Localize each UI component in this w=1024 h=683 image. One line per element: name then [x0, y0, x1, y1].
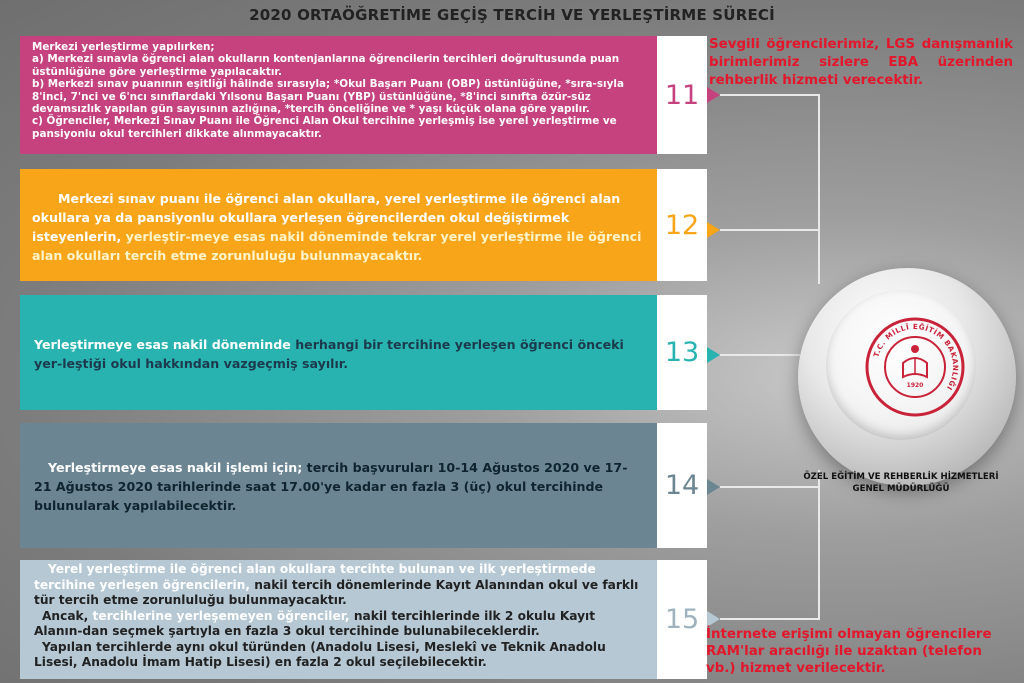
step-14-arrow-icon — [707, 479, 720, 495]
step-15-number: 15 — [657, 560, 707, 679]
step-12-card — [20, 169, 657, 281]
step-15-paragraph — [34, 609, 645, 640]
step-11-line: b) Merkezi sınav puanının eşitliği hâlinde sırasıyla; *Okul Başarı Puanı (OBP) üstünlüğüne, *sıra-sıyla 8'inci, 7'nci ve 6'ncı sınıflardaki Yılsonu Başarı Puanı (YBP) üstünlüğüne, *8'inci sınıfta özür-süz devamsızlık yapılan gün sayısının azlığına, *tercih önceliğine ve * yaşı küçük olana göre yapılır. — [32, 78, 624, 116]
step-13-arrow-icon — [707, 347, 720, 363]
seal-year: 1920 — [906, 382, 924, 389]
step-14-number: 14 — [657, 423, 707, 548]
page-title: 2020 ORTAÖĞRETİME GEÇİŞ TERCİH VE YERLEŞTİRME SÜRECİ — [249, 6, 775, 24]
connector-line — [720, 618, 820, 620]
step-15-highlight: tercihlerine yerleşemeyen öğrenciler, — [92, 608, 350, 623]
step-12-text: Merkezi sınav puanı ile öğrenci alan okullara, yerel yerleştirme ile öğrenci alan okullara ya da pansiyonlu okullara yerleşen öğrencilerden okul değiştirmek isteyenlerin, — [32, 191, 621, 244]
step-11-card — [20, 36, 657, 154]
step-13-number: 13 — [657, 295, 707, 410]
step-12-number: 12 — [657, 169, 707, 281]
connector-line — [720, 229, 820, 231]
step-11-number: 11 — [657, 36, 707, 154]
ministry-seal-icon — [863, 315, 967, 419]
step-14-highlight: tercih başvuruları 10-14 Ağustos 2020 ve 17-21 Ağustos 2020 tarihlerinde saat 17.00'ye kadar en fazla 3 (üç) okul tercihinde bulunularak yapılabilecektir. — [34, 460, 628, 513]
seal-ring-text: T.C. MİLLÎ EĞİTİM BAKANLIĞI — [871, 321, 961, 393]
step-13-highlight: herhangi bir tercihine yerleşen öğrenci önceki yer-leştiği okul hakkından vazgeçmiş sayılır. — [34, 337, 624, 371]
step-12-arrow-icon — [707, 222, 720, 238]
step-13-card — [20, 295, 657, 410]
department-line: GENEL MÜDÜRLÜĞÜ — [852, 484, 950, 494]
step-11-line: Merkezi yerleştirme yapılırken; — [32, 41, 215, 53]
step-15-arrow-icon — [707, 611, 720, 627]
step-15-paragraph: Yapılan tercihlerde aynı okul türünden (Anadolu Lisesi, Meslekî ve Teknik Anadolu Lisesi, Anadolu İmam Hatip Lisesi) en fazla 2 okul seçilebilecektir. — [34, 639, 606, 669]
step-15-highlight: Yerel yerleştirme ile öğrenci alan okullara tercihte bulunan ve ilk yerleştirmede tercihine yerleşen öğrencilerin, — [34, 562, 596, 592]
step-14-text: Yerleştirmeye esas nakil işlemi için; — [48, 460, 307, 475]
step-11-line: a) Merkezi sınavla öğrenci alan okulların kontenjanlarına öğrencilerin tercihleri doğrultusunda puan üstünlüğüne göre yerleştirme yapılacaktır. — [32, 53, 620, 78]
department-line: ÖZEL EĞİTİM VE REHBERLİK HİZMETLERİ — [803, 472, 999, 482]
step-15-text: nakil tercih dönemlerinde Kayıt Alanından okul ve farklı tür tercih etme zorunluluğu bulunmayacaktır. — [34, 577, 639, 607]
note-bottom: İnternete erişimi olmayan öğrencilere RAM'lar aracılığı ile uzaktan (telefon vb.) hizmet verilecektir. — [706, 627, 992, 676]
step-15-card — [20, 560, 657, 679]
step-15-text: Ancak, — [42, 608, 93, 623]
connector-line — [720, 94, 820, 96]
connector-line — [818, 94, 820, 284]
step-13-text: Yerleştirmeye esas nakil döneminde — [34, 337, 296, 352]
step-11-line: c) Öğrenciler, Merkezi Sınav Puanı ile Öğrenci Alan Okul tercihine yerleşmiş ise yerel yerleştirme ve pansiyonlu okul tercihleri dikkate alınmayacaktır. — [32, 115, 617, 140]
step-14-card — [20, 423, 657, 548]
step-12-highlight: yerleştir-meye esas nakil döneminde tekrar yerel yerleştirme ile öğrenci alan okulları tercih etme zorunluluğu bulunmayacaktır. — [32, 229, 642, 263]
step-15-paragraph — [34, 562, 645, 609]
department-name — [790, 471, 1012, 495]
connector-line — [720, 354, 800, 356]
step-15-text: nakil tercihlerinde ilk 2 okulu Kayıt Alanın-dan seçmek şartıyla en fazla 3 okul tercihinde bulunabileceklerdir. — [34, 608, 596, 638]
note-top: Sevgili öğrencilerimiz, LGS danışmanlık birimlerimiz sizlere EBA üzerinden rehberlik hizmeti verecektir. — [709, 37, 1013, 88]
